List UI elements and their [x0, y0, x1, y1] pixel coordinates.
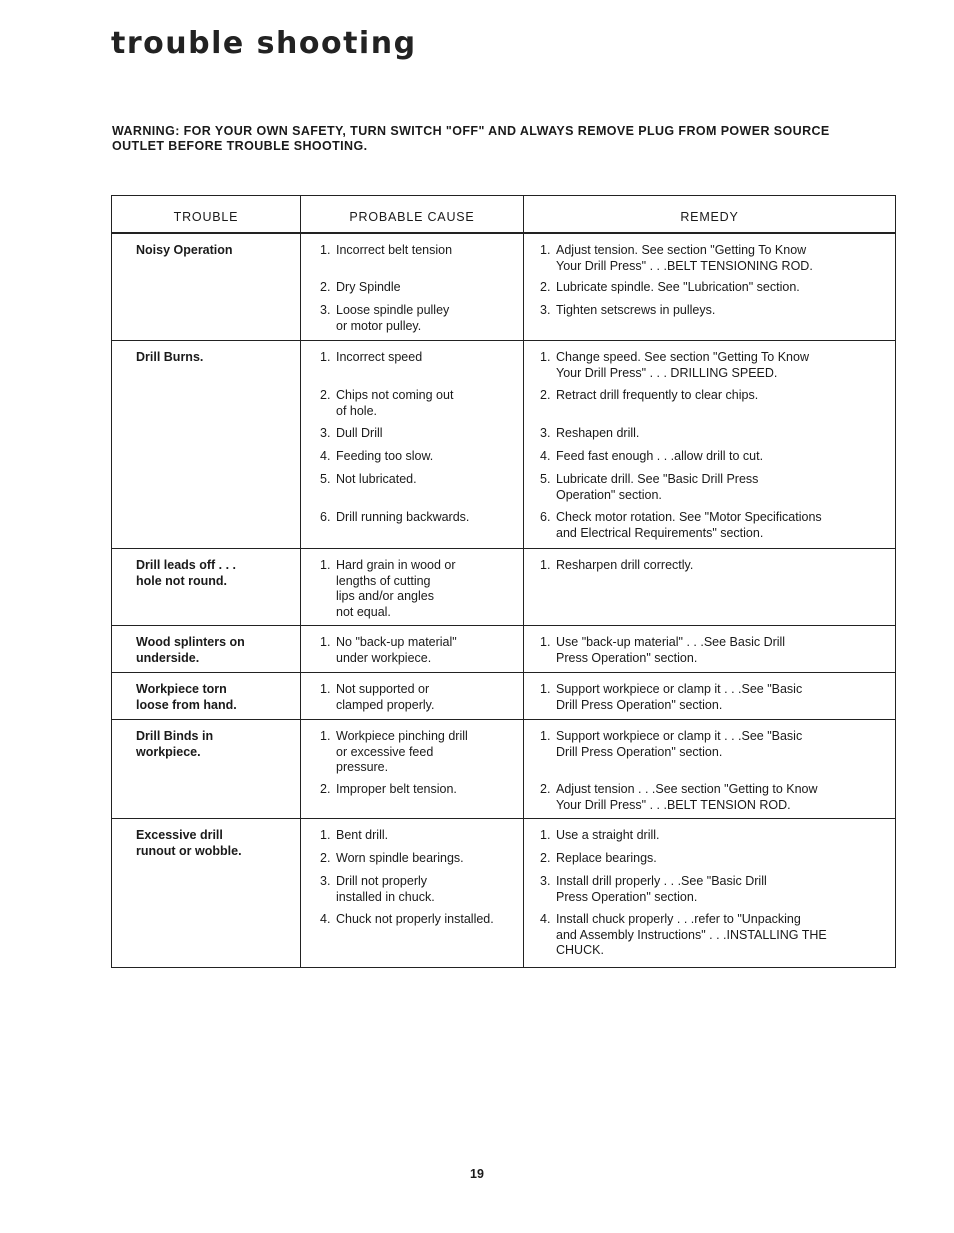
page-number: 19 [470, 1167, 484, 1181]
cause-item [320, 449, 433, 465]
remedy-item [540, 303, 715, 319]
item-text: Change speed. See section "Getting To Know Your Drill Press" . . . DRILLING SPEED. [556, 350, 809, 380]
item-number: 1. [540, 828, 551, 842]
remedy-item [540, 851, 657, 867]
item-number: 2. [540, 280, 551, 294]
remedy-item [540, 388, 758, 404]
trouble-cell [112, 819, 301, 967]
item-number: 4. [540, 912, 551, 926]
cause-item [320, 851, 464, 867]
remedy-item [540, 472, 758, 503]
trouble-cell [112, 720, 301, 818]
table-row [112, 549, 895, 626]
probable-cause-cell [301, 234, 524, 340]
item-text: Loose spindle pulley or motor pulley. [336, 303, 450, 333]
item-text: Support workpiece or clamp it . . .See "Basic Drill Press Operation" section. [556, 729, 803, 759]
trouble-cell [112, 549, 301, 625]
item-text: Dull Drill [336, 426, 383, 440]
item-text: Improper belt tension. [336, 782, 457, 796]
cause-item [320, 635, 457, 666]
remedy-cell [524, 549, 895, 625]
header-remedy: REMEDY [680, 210, 739, 224]
item-text: Dry Spindle [336, 280, 401, 294]
warning-line-1: WARNING: FOR YOUR OWN SAFETY, TURN SWITCH "OFF" AND ALWAYS REMOVE PLUG FROM POWER SOURCE [112, 124, 830, 138]
cause-item [320, 828, 388, 844]
item-text: Install chuck properly . . .refer to "Unpacking and Assembly Instructions" . . .INSTALLING THE CHUCK. [556, 912, 827, 957]
item-number: 6. [540, 510, 551, 524]
item-text: Hard grain in wood or lengths of cutting lips and/or angles not equal. [336, 558, 456, 619]
item-number: 2. [320, 280, 331, 294]
table-body [112, 234, 895, 967]
item-number: 5. [540, 472, 551, 486]
trouble-label: Drill Burns. [136, 350, 204, 364]
table-row [112, 673, 895, 720]
item-text: Check motor rotation. See "Motor Specifications and Electrical Requirements" section. [556, 510, 822, 540]
cause-item [320, 472, 417, 488]
item-number: 2. [320, 388, 331, 402]
cause-item [320, 426, 383, 442]
item-number: 3. [540, 426, 551, 440]
item-number: 2. [540, 388, 551, 402]
remedy-cell [524, 673, 895, 719]
table-header-row [112, 196, 895, 234]
cause-item [320, 280, 401, 296]
item-number: 2. [320, 851, 331, 865]
probable-cause-cell [301, 626, 524, 672]
trouble-label: Noisy Operation [136, 243, 233, 257]
probable-cause-cell [301, 341, 524, 548]
remedy-item [540, 243, 813, 274]
item-text: Drill running backwards. [336, 510, 470, 524]
item-text: Workpiece pinching drill or excessive feed pressure. [336, 729, 468, 774]
trouble-label: Excessive drill runout or wobble. [136, 828, 242, 858]
remedy-item [540, 912, 827, 959]
item-number: 3. [540, 303, 551, 317]
remedy-item [540, 682, 802, 713]
remedy-item [540, 635, 785, 666]
item-text: Bent drill. [336, 828, 389, 842]
warning-line-2: OUTLET BEFORE TROUBLE SHOOTING. [112, 139, 368, 153]
probable-cause-cell [301, 819, 524, 967]
trouble-label: Drill Binds in workpiece. [136, 729, 214, 759]
remedy-item [540, 729, 802, 760]
cause-item [320, 303, 449, 334]
item-number: 3. [540, 874, 551, 888]
table-row [112, 720, 895, 819]
table-row [112, 234, 895, 341]
trouble-cell [112, 234, 301, 340]
trouble-label: Drill leads off . . . hole not round. [136, 558, 237, 588]
item-text: Not lubricated. [336, 472, 417, 486]
item-number: 4. [320, 449, 331, 463]
trouble-cell [112, 673, 301, 719]
item-number: 2. [540, 851, 551, 865]
probable-cause-cell [301, 720, 524, 818]
item-number: 1. [540, 635, 551, 649]
trouble-cell [112, 341, 301, 548]
item-text: Use a straight drill. [556, 828, 660, 842]
item-text: Retract drill frequently to clear chips. [556, 388, 759, 402]
remedy-cell [524, 626, 895, 672]
page-title: trouble shooting [111, 26, 417, 61]
item-text: Install drill properly . . .See "Basic Drill Press Operation" section. [556, 874, 767, 904]
item-number: 1. [320, 828, 331, 842]
item-number: 1. [540, 243, 551, 257]
item-text: Resharpen drill correctly. [556, 558, 694, 572]
item-number: 3. [320, 303, 331, 317]
remedy-item [540, 280, 800, 296]
table-row [112, 626, 895, 673]
item-text: Support workpiece or clamp it . . .See "Basic Drill Press Operation" section. [556, 682, 803, 712]
item-text: Tighten setscrews in pulleys. [556, 303, 716, 317]
item-number: 5. [320, 472, 331, 486]
item-number: 1. [540, 558, 551, 572]
item-number: 1. [540, 729, 551, 743]
item-text: Worn spindle bearings. [336, 851, 464, 865]
remedy-item [540, 426, 639, 442]
item-text: No "back-up material" under workpiece. [336, 635, 457, 665]
item-text: Drill not properly installed in chuck. [336, 874, 435, 904]
item-number: 1. [320, 350, 331, 364]
cause-item [320, 782, 457, 798]
cause-item [320, 682, 434, 713]
cause-item [320, 874, 435, 905]
item-number: 1. [320, 729, 331, 743]
remedy-item [540, 558, 693, 574]
remedy-cell [524, 341, 895, 548]
table-row [112, 341, 895, 549]
cause-item [320, 388, 453, 419]
remedy-cell [524, 720, 895, 818]
cause-item [320, 558, 456, 620]
item-text: Chuck not properly installed. [336, 912, 494, 926]
item-number: 3. [320, 874, 331, 888]
table-row [112, 819, 895, 967]
header-probable-cause: PROBABLE CAUSE [301, 196, 524, 232]
item-number: 1. [540, 682, 551, 696]
probable-cause-cell [301, 549, 524, 625]
item-number: 2. [320, 782, 331, 796]
item-number: 1. [320, 558, 331, 572]
remedy-cell [524, 819, 895, 967]
item-text: Feed fast enough . . .allow drill to cut. [556, 449, 764, 463]
item-text: Lubricate spindle. See "Lubrication" section. [556, 280, 800, 294]
item-text: Incorrect speed [336, 350, 423, 364]
trouble-shooting-table [111, 195, 896, 968]
item-text: Adjust tension. See section "Getting To Know Your Drill Press" . . .BELT TENSIONING ROD. [556, 243, 813, 273]
cause-item [320, 243, 452, 259]
trouble-label: Wood splinters on underside. [136, 635, 245, 665]
remedy-item [540, 874, 767, 905]
item-number: 1. [540, 350, 551, 364]
remedy-item [540, 782, 818, 813]
cause-item [320, 912, 494, 928]
item-text: Adjust tension . . .See section "Getting to Know Your Drill Press" . . .BELT TENSION ROD. [556, 782, 818, 812]
item-number: 3. [320, 426, 331, 440]
item-text: Feeding too slow. [336, 449, 434, 463]
cause-item [320, 729, 468, 776]
item-text: Use "back-up material" . . .See Basic Drill Press Operation" section. [556, 635, 786, 665]
item-number: 1. [320, 635, 331, 649]
item-number: 1. [320, 243, 331, 257]
item-number: 1. [320, 682, 331, 696]
probable-cause-cell [301, 673, 524, 719]
cause-item [320, 510, 469, 526]
remedy-item [540, 350, 809, 381]
safety-warning [112, 124, 902, 154]
remedy-cell [524, 234, 895, 340]
item-text: Chips not coming out of hole. [336, 388, 454, 418]
remedy-item [540, 828, 660, 844]
item-number: 4. [320, 912, 331, 926]
item-number: 4. [540, 449, 551, 463]
cause-item [320, 350, 422, 366]
item-text: Reshapen drill. [556, 426, 640, 440]
item-text: Lubricate drill. See "Basic Drill Press Operation" section. [556, 472, 759, 502]
trouble-cell [112, 626, 301, 672]
item-number: 6. [320, 510, 331, 524]
remedy-item [540, 510, 822, 541]
header-trouble: TROUBLE [112, 196, 301, 232]
trouble-label: Workpiece torn loose from hand. [136, 682, 237, 712]
item-text: Incorrect belt tension [336, 243, 453, 257]
remedy-item [540, 449, 763, 465]
item-text: Replace bearings. [556, 851, 657, 865]
item-number: 2. [540, 782, 551, 796]
item-text: Not supported or clamped properly. [336, 682, 435, 712]
